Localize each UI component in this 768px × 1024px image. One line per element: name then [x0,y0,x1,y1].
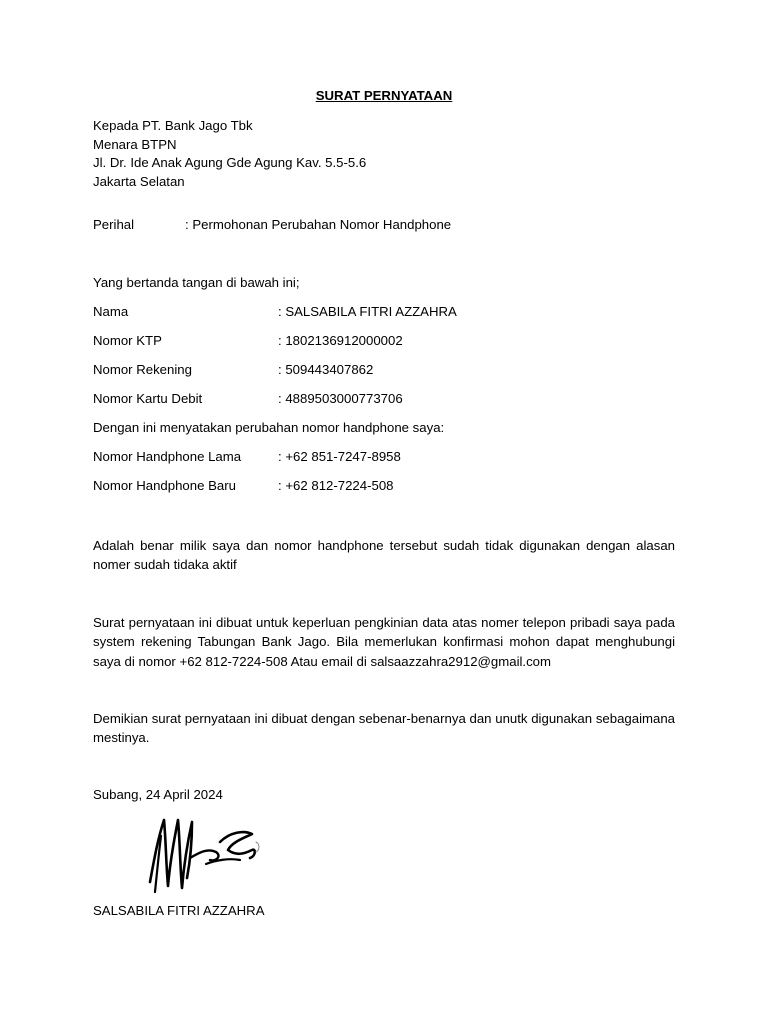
field-nama-label: Nama [93,304,129,319]
paragraph-2: Surat pernyataan ini dibuat untuk keperluan pengkinian data atas nomer telepon pribadi saya pada system rekening Tabungan Bank Jago. Bila memerlukan konfirmasi mohon dapat menghubungi saya di nomor +62 812-7224-508 Atau email di salsaazzahra2912@gmail.com [93,615,675,669]
handwritten-signature-icon [140,812,270,897]
recipient-line-3: Jl. Dr. Ide Anak Agung Gde Agung Kav. 5.5-5.6 [93,155,367,170]
field-nama [93,304,457,319]
phone-lama-label: Nomor Handphone Lama [93,449,242,464]
field-rekening-label: Nomor Rekening [93,362,192,377]
field-debit-value: : 4889503000773706 [278,391,403,406]
paragraph-3: Demikian surat pernyataan ini dibuat dengan sebenar-benarnya dan unutk digunakan sebagaimana mestinya. [93,711,675,746]
field-rekening-value: : 509443407862 [278,362,374,377]
phone-lama [93,449,401,464]
statement-text: Dengan ini menyatakan perubahan nomor handphone saya: [93,420,445,435]
field-debit-label: Nomor Kartu Debit [93,391,203,406]
perihal-value: : Permohonan Perubahan Nomor Handphone [185,217,452,232]
recipient-block [93,117,675,191]
letter-title: SURAT PERNYATAAN [315,88,453,103]
recipient-line-2: Menara BTPN [93,136,177,152]
field-debit [93,391,403,406]
phone-lama-value: : +62 851-7247-8958 [278,449,401,464]
recipient-line-4: Jakarta Selatan [93,173,185,189]
signer-name: SALSABILA FITRI AZZAHRA [93,903,265,918]
recipient-line-1: Kepada PT. Bank Jago Tbk [93,118,253,133]
field-rekening [93,362,373,377]
field-ktp [93,333,403,348]
paragraph-1: Adalah benar milik saya dan nomor handphone tersebut sudah tidak digunakan dengan alasan nomer sudah tidaka aktif [93,538,675,573]
place-date: Subang, 24 April 2024 [93,787,223,802]
perihal-row [93,217,451,232]
phone-baru-label: Nomor Handphone Baru [93,478,236,493]
field-nama-value: : SALSABILA FITRI AZZAHRA [278,304,457,319]
perihal-label: Perihal [93,217,135,232]
intro-text: Yang bertanda tangan di bawah ini; [93,275,300,290]
phone-baru [93,478,394,493]
field-ktp-value: : 1802136912000002 [278,333,403,348]
phone-baru-value: : +62 812-7224-508 [278,478,394,493]
field-ktp-label: Nomor KTP [93,333,162,348]
